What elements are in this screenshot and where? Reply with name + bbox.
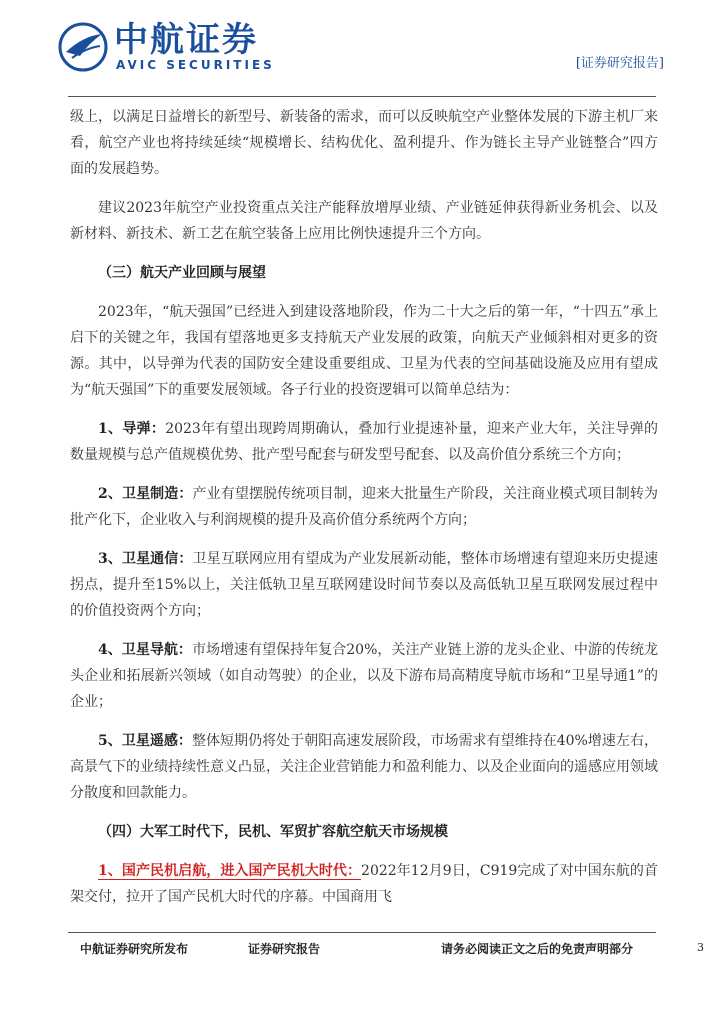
footer-report-type: 证券研究报告 <box>248 942 321 956</box>
list-item-lead: 2、卫星制造： <box>98 486 193 502</box>
list-item-lead: 1、导弹： <box>98 421 166 437</box>
highlighted-lead: 1、国产民机启航，进入国产民机大时代： <box>98 863 362 879</box>
list-item-satellite-navigation <box>70 637 658 715</box>
page-number: 3 <box>697 941 704 954</box>
report-tag: [证券研究报告] <box>575 56 664 71</box>
list-item-satellite-manufacturing <box>70 481 658 533</box>
list-item-text: 整体短期仍将处于朝阳高速发展阶段，市场需求有望维持在40%增速左右，高景气下的业绩持续性意义凸显，关注企业营销能力和盈利能力、以及企业面向的遥感应用领域分散度和回款能力。 <box>70 733 658 801</box>
section-heading-military-era: （四）大军工时代下，民机、军贸扩容航空航天市场规模 <box>98 824 448 840</box>
paragraph-domestic-aircraft <box>70 858 658 910</box>
avic-logo-icon <box>58 22 108 72</box>
list-item-lead: 3、卫星通信： <box>98 551 193 567</box>
list-item-lead: 5、卫星遥感： <box>98 733 192 749</box>
main-content <box>70 104 658 923</box>
brand-name-cn: 中航证券 <box>114 20 258 60</box>
footer-publisher: 中航证券研究所发布 <box>80 942 189 956</box>
section-heading-aerospace: （三）航天产业回顾与展望 <box>98 265 266 281</box>
brand-name-en: AVIC SECURITIES <box>116 58 275 72</box>
paragraph-aerospace-outlook: 2023年，“航天强国”已经进入到建设落地阶段，作为二十大之后的第一年，“十四五”承上启下的关键之年，我国有望落地更多支持航天产业发展的政策，向航天产业倾斜相对更多的资源。其中，以导弹为代表的国防安全建设重要组成、卫星为代表的空间基础设施及应用有望成为“航天强国”下的重要发展领域。各子行业的投资逻辑可以简单总结为： <box>70 304 658 398</box>
header-divider <box>68 96 656 97</box>
list-item-missile <box>70 416 658 468</box>
footer-divider <box>68 932 656 933</box>
list-item-lead: 4、卫星导航： <box>98 642 192 658</box>
list-item-text: 市场增速有望保持年复合20%，关注产业链上游的龙头企业、中游的传统龙头企业和拓展新兴领域（如自动驾驶）的企业，以及下游布局高精度导航市场和“卫星导通1”的企业； <box>70 642 658 710</box>
paragraph-text: 2022年12月9日，C919完成了对中国东航的首架交付，拉开了国产民机大时代的序幕。中国商用飞 <box>70 863 658 905</box>
list-item-text: 产业有望摆脱传统项目制，迎来大批量生产阶段，关注商业模式项目制转为批产化下，企业收入与利润规模的提升及高价值分系统两个方向； <box>70 486 659 528</box>
paragraph-aviation-suggestion: 建议2023年航空产业投资重点关注产能释放增厚业绩、产业链延伸获得新业务机会、以及新材料、新技术、新工艺在航空装备上应用比例快速提升三个方向。 <box>70 200 658 242</box>
paragraph-aviation-trend: 级上，以满足日益增长的新型号、新装备的需求，而可以反映航空产业整体发展的下游主机厂来看，航空产业也将持续延续“规模增长、结构优化、盈利提升、作为链长主导产业链整合”四方面的发展趋势。 <box>70 109 658 177</box>
list-item-satellite-remote-sensing <box>70 728 658 806</box>
list-item-text: 2023年有望出现跨周期确认，叠加行业提速补量，迎来产业大年，关注导弹的数量规模与总产值规模优势、批产型号配套与研发型号配套、以及高价值分系统三个方向； <box>70 421 658 463</box>
list-item-text: 卫星互联网应用有望成为产业发展新动能，整体市场增速有望迎来历史提速拐点，提升至15%以上，关注低轨卫星互联网建设时间节奏以及高低轨卫星互联网发展过程中的价值投资两个方向； <box>70 551 659 619</box>
list-item-satellite-communication <box>70 546 658 624</box>
page-header <box>0 0 724 100</box>
footer-disclaimer: 请务必阅读正文之后的免责声明部分 <box>441 942 634 956</box>
